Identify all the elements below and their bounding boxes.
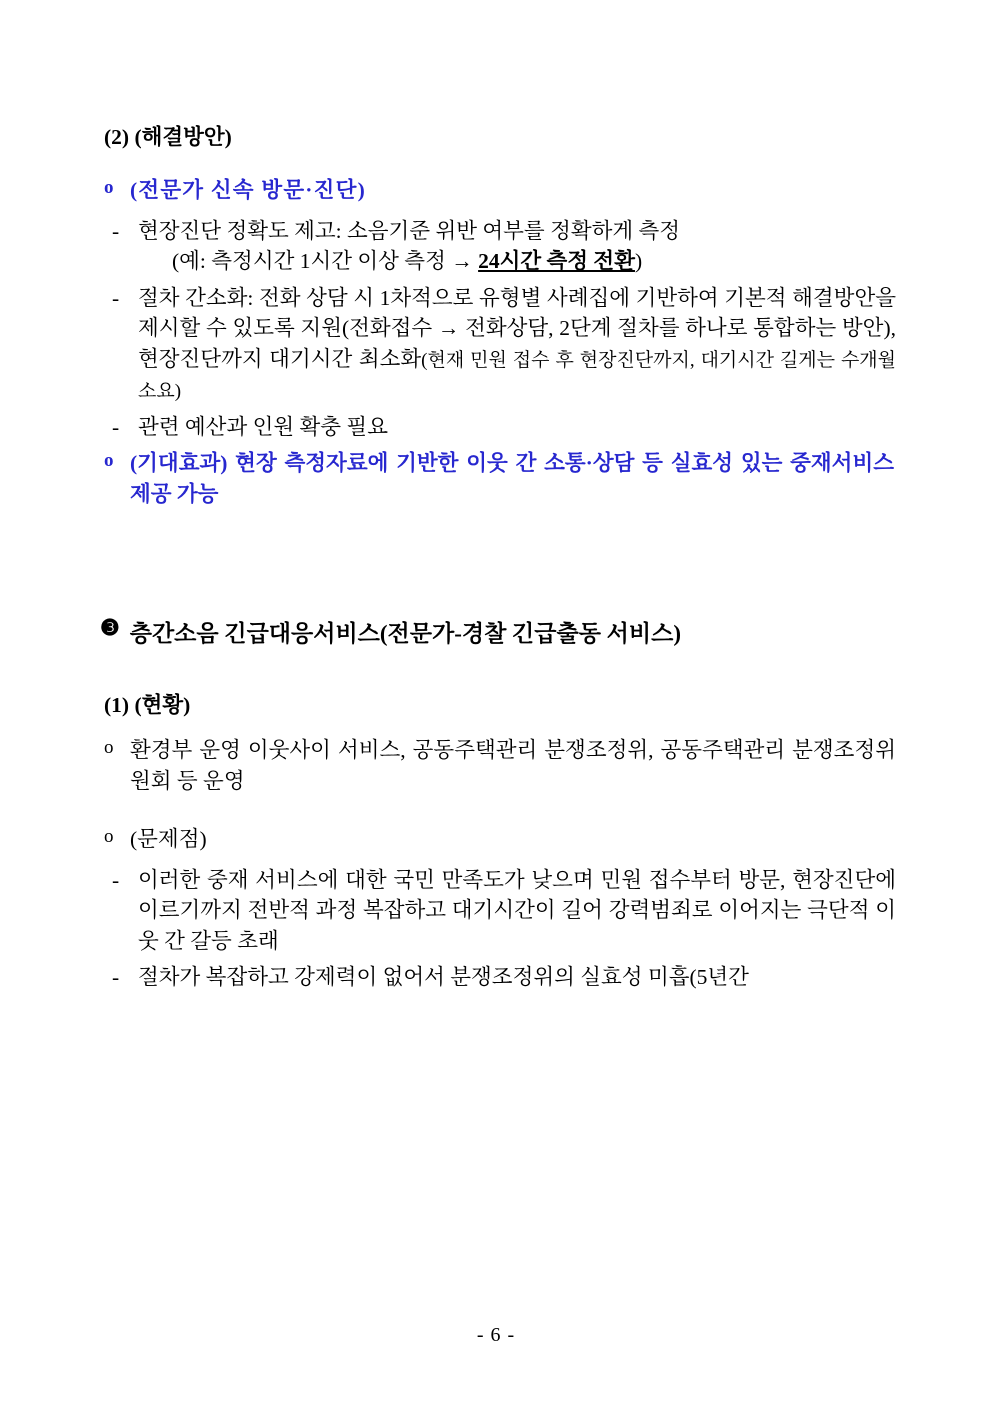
vertical-spacer (96, 648, 896, 688)
bullet-simplify-note: (현재 민원 접수 후 현장진단까지, 대기시간 길게는 수개월 소요) (138, 349, 896, 402)
bullet-budget-body: 관련 예산과 인원 확충 필요 (138, 414, 388, 439)
vertical-spacer (96, 806, 896, 824)
bullet-problem-procedure (96, 962, 896, 993)
bullet-accuracy-line2-post: ) (634, 249, 643, 274)
bullet-status-operations (96, 735, 896, 796)
vertical-spacer (96, 519, 896, 615)
bullet-problem-procedure-body: 절차가 복잡하고 강제력이 없어서 분쟁조정위의 실효성 미흡(5년간 (138, 965, 749, 990)
circle-bullet-icon: o (104, 737, 114, 759)
dash-bullet-icon: - (112, 285, 120, 310)
bullet-accuracy-line2-pre: (예: 측정시간 1시간 이상 측정 → (172, 249, 479, 274)
circle-bullet-icon: o (104, 450, 114, 472)
bullet-accuracy-line1: 현장진단 정확도 제고: 소음기준 위반 여부를 정확하게 측정 (138, 218, 681, 243)
bullet-problem-satisfaction (96, 865, 896, 957)
circle-bullet-icon: o (104, 826, 114, 848)
bullet-accuracy (96, 216, 896, 277)
bullet-expected-effect (96, 448, 896, 509)
bullet-accuracy-emphasis: 24시간 측정 전환 (478, 249, 635, 274)
bullet-expert-visit (96, 175, 896, 206)
bullet-accuracy-line2 (172, 246, 896, 277)
section-heading-emergency-service-label: 층간소음 긴급대응서비스(전문가-경찰 긴급출동 서비스) (129, 621, 681, 647)
section-heading-status: (1) (현황) (104, 693, 191, 718)
circle-bullet-icon: o (104, 177, 114, 198)
bullet-status-operations-body: 환경부 운영 이웃사이 서비스, 공동주택관리 분쟁조정위, 공동주택관리 분쟁조정위원회 등 운영 (130, 738, 896, 793)
bullet-problems-label: (문제점) (130, 827, 207, 852)
bullet-expected-effect-body: (기대효과) 현장 측정자료에 기반한 이웃 간 소통·상담 등 실효성 있는 중재서비스 제공 가능 (130, 451, 894, 506)
section-heading-emergency-service (100, 615, 896, 648)
bullet-budget (96, 412, 896, 443)
dash-bullet-icon: - (112, 218, 120, 243)
bullet-expert-visit-label: (전문가 신속 방문·진단) (130, 178, 366, 202)
dash-bullet-icon: - (112, 867, 120, 892)
bullet-accuracy-body (138, 216, 896, 277)
bullet-simplify-body (138, 283, 896, 406)
page-number: - 6 - (476, 1324, 516, 1346)
bullet-problem-satisfaction-body: 이러한 중재 서비스에 대한 국민 만족도가 낮으며 민원 접수부터 방문, 현장진단에 이르기까지 전반적 과정 복잡하고 대기시간이 길어 강력범죄로 이어지는 극단적 이웃 간 갈등 초래 (138, 867, 896, 953)
dash-bullet-icon: - (112, 414, 120, 439)
bullet-simplify (96, 283, 896, 406)
bullet-problems (96, 824, 896, 855)
dash-bullet-icon: - (112, 965, 120, 990)
number-three-icon: ❸ (100, 615, 120, 641)
section-heading-solution: (2) (해결방안) (104, 125, 232, 149)
bullet-simplify-text: 절차 간소화: 전화 상담 시 1차적으로 유형별 사례집에 기반하여 기본적 해결방안을 제시할 수 있도록 지원(전화접수 → 전화상담, 2단계 절차를 하나로 통합하는 방안), 현장진단까지 대기시간 최소화 (138, 285, 896, 371)
